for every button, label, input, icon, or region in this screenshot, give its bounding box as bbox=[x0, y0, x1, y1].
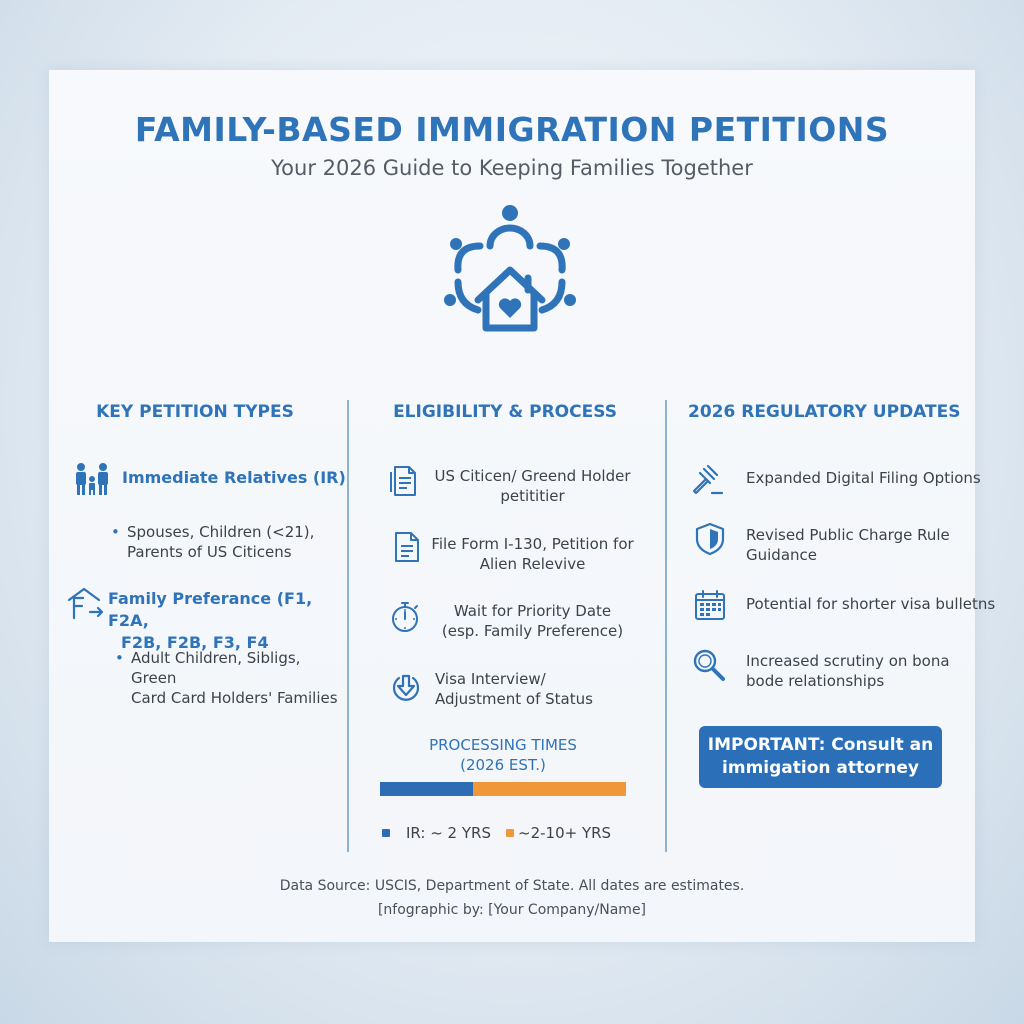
step-line: Adjustment of Status bbox=[435, 690, 593, 708]
eligibility-heading: ELIGIBILITY & PROCESS bbox=[393, 402, 617, 422]
processing-time-bar bbox=[380, 782, 626, 796]
step-file-form bbox=[425, 534, 640, 574]
step-line: Wait for Priority Date bbox=[453, 602, 612, 620]
step-petitioner bbox=[425, 466, 640, 506]
important-line: immigation attorney bbox=[722, 758, 919, 778]
page-title: FAMILY-BASED IMMIGRATION PETITIONS bbox=[134, 110, 890, 149]
update-digital-filing: Expanded Digital Filing Options bbox=[746, 469, 981, 487]
step-line: File Form I-130, Petition for bbox=[431, 535, 634, 553]
ir-legend-swatch bbox=[382, 829, 390, 837]
stopwatch-icon bbox=[388, 600, 422, 634]
step-line: petititier bbox=[500, 487, 565, 505]
gavel-icon bbox=[690, 463, 724, 497]
step-line: (esp. Family Preference) bbox=[441, 622, 624, 640]
ir-bar-segment bbox=[380, 782, 473, 796]
update-line: Revised Public Charge Rule bbox=[746, 526, 950, 544]
important-line: IMPORTANT: Consult an bbox=[707, 735, 934, 755]
preference-legend-label: ~2-10+ YRS bbox=[518, 824, 612, 842]
step-line: Visa Interview/ bbox=[435, 670, 546, 688]
page-subtitle: Your 2026 Guide to Keeping Families Together bbox=[271, 156, 753, 180]
family-preference-bullet bbox=[115, 648, 346, 708]
bullet-line: Spouses, Children (<21), bbox=[127, 523, 315, 541]
shield-icon bbox=[693, 522, 727, 556]
update-scrutiny bbox=[746, 651, 956, 691]
document-icon bbox=[387, 464, 421, 498]
house-arrow-icon bbox=[66, 586, 106, 620]
update-line: bode relationships bbox=[746, 672, 885, 690]
preference-legend-swatch bbox=[506, 829, 514, 837]
processing-subtitle-line: (2026 EST.) bbox=[460, 756, 546, 774]
step-visa-interview bbox=[435, 669, 635, 709]
processing-title-line: PROCESSING TIMES bbox=[429, 736, 577, 754]
family-home-heart-icon bbox=[440, 200, 580, 340]
bullet-line: Card Card Holders' Families bbox=[131, 689, 338, 707]
step-line: US Citicen/ Greend Holder bbox=[434, 467, 631, 485]
important-callout bbox=[699, 726, 942, 788]
data-source-note: Data Source: USCIS, Department of State. All dates are estimates. bbox=[279, 878, 745, 894]
column-divider-right bbox=[665, 400, 667, 852]
update-public-charge bbox=[746, 525, 956, 565]
family-icon bbox=[72, 462, 114, 496]
calendar-icon bbox=[693, 588, 727, 622]
immediate-relatives-label: Immediate Relatives (IR) bbox=[122, 468, 346, 487]
update-line: Guidance bbox=[746, 546, 817, 564]
family-preference-line-2: F2B, F2B, F3, F4 bbox=[121, 633, 269, 652]
immediate-relatives-bullet bbox=[111, 522, 327, 562]
magnifier-icon bbox=[692, 648, 726, 682]
step-priority-date bbox=[425, 601, 640, 641]
family-preference-line-1: Family Preferance (F1, F2A, bbox=[108, 589, 313, 630]
step-line: Alien Relevive bbox=[479, 555, 586, 573]
column-divider-left bbox=[347, 400, 349, 852]
family-preference-label bbox=[108, 588, 338, 654]
infographic-credit: [nfographic by: [Your Company/Name] bbox=[377, 902, 647, 918]
bullet-line: Adult Children, Sibligs, Green bbox=[131, 649, 301, 687]
processing-times-title bbox=[380, 735, 626, 775]
bullet-dot: • bbox=[115, 649, 124, 667]
update-line: Increased scrutiny on bona bbox=[746, 652, 950, 670]
ir-legend-label: IR: ~ 2 YRS bbox=[406, 824, 491, 842]
bullet-line: Parents of US Citicens bbox=[127, 543, 292, 561]
update-visa-bulletins: Potential for shorter visa bulletns bbox=[746, 595, 996, 613]
updates-heading: 2026 REGULATORY UPDATES bbox=[688, 402, 961, 422]
form-icon bbox=[390, 530, 424, 564]
preference-bar-segment bbox=[473, 782, 626, 796]
petition-types-heading: KEY PETITION TYPES bbox=[96, 402, 294, 422]
download-arrow-icon bbox=[389, 670, 423, 704]
bullet-dot: • bbox=[111, 523, 120, 541]
